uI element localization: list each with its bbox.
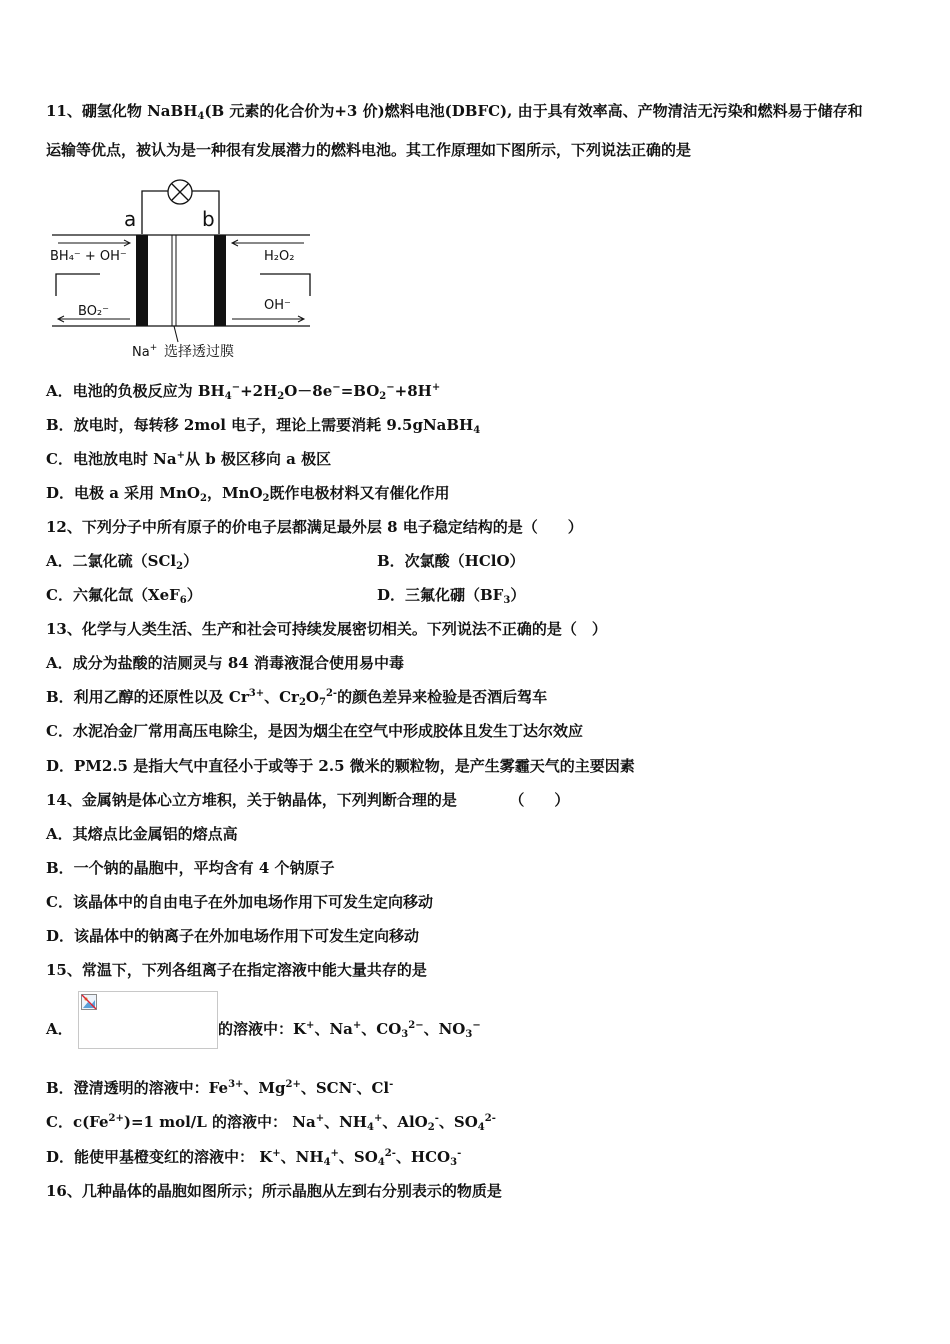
text: 、SO	[338, 1148, 378, 1166]
text: O	[305, 688, 319, 706]
superscript: -	[389, 1079, 394, 1090]
text: )=1 mol/L 的溶液中： Na	[123, 1113, 316, 1131]
broken-image	[78, 991, 218, 1049]
text: 11、硼氢化物 NaBH	[46, 102, 198, 120]
q13-option-d: D．PM2.5 是指大气中直径小于或等于 2.5 微米的颗粒物，是产生雾霾天气的主要因素	[46, 757, 635, 775]
superscript: 2-	[325, 688, 338, 699]
superscript: 2-	[484, 1113, 496, 1124]
electrode-b	[214, 235, 226, 326]
q11-option-d	[46, 482, 450, 504]
q13-option-b	[46, 686, 547, 708]
q13-option-c: C．水泥冶金厂常用高压电除尘，是因为烟尘在空气中形成胶体且发生丁达尔效应	[46, 722, 583, 740]
electrode-a-label: a	[124, 207, 137, 231]
subscript: 4	[224, 391, 232, 402]
text: ）	[510, 586, 526, 604]
q11-option-c	[46, 448, 331, 470]
superscript: 2−	[408, 1020, 424, 1031]
text: D．三氟化硼（BF	[377, 586, 504, 604]
text: 、NO	[423, 1020, 466, 1038]
q12-option-a	[46, 550, 198, 572]
q12-option-d	[377, 584, 525, 606]
subscript: 2	[427, 1122, 435, 1133]
right-outlet-label: OH⁻	[264, 298, 291, 313]
subscript: 4	[473, 425, 481, 436]
electrode-a	[136, 235, 148, 326]
subscript: 2	[176, 561, 184, 572]
text: B．次氯酸（HClO）	[377, 552, 525, 570]
q15-stem: 15、常温下，下列各组离子在指定溶液中能大量共存的是	[46, 961, 427, 979]
text: +2H	[240, 382, 278, 400]
q11-option-a	[46, 380, 440, 402]
membrane-pointer	[174, 326, 178, 342]
text: C．电池放电时 Na	[46, 450, 177, 468]
superscript: +	[176, 450, 185, 461]
text: 、SO	[438, 1113, 478, 1131]
superscript: -	[457, 1148, 462, 1159]
superscript: +	[352, 1020, 362, 1031]
q14-option-d: D．该晶体中的钠离子在外加电场作用下可发生定向移动	[46, 927, 420, 945]
text: A．二氯化硫（SCl	[46, 552, 177, 570]
text: D．电极 a 采用 MnO	[46, 484, 200, 502]
text: 、CO	[361, 1020, 402, 1038]
superscript: −	[332, 382, 341, 393]
q13-stem: 13、化学与人类生活、生产和社会可持续发展密切相关。下列说法不正确的是（ ）	[46, 620, 607, 638]
text: 、Cl	[356, 1079, 390, 1097]
superscript: 3+	[228, 1079, 244, 1090]
subscript: 4	[323, 1157, 331, 1168]
text: 既作电极材料又有催化作用	[269, 484, 450, 502]
text: +8H	[394, 382, 432, 400]
electrode-b-label: b	[202, 207, 215, 231]
text: C．六氟化氙（XeF	[46, 586, 180, 604]
q14-stem: 14、金属钠是体心立方堆积，关于钠晶体，下列判断合理的是 （ ）	[46, 791, 570, 809]
q15-option-a	[218, 1018, 481, 1040]
broken-image-icon	[81, 994, 97, 1010]
subscript: 2	[262, 493, 270, 504]
superscript: −	[472, 1020, 481, 1031]
subscript: 2	[298, 697, 306, 708]
subscript: 4	[477, 1122, 485, 1133]
right-inlet-label: H₂O₂	[264, 249, 295, 264]
subscript: 4	[197, 111, 205, 122]
q12-option-b	[377, 550, 525, 572]
right-outlet-wall	[260, 274, 310, 296]
text: B．利用乙醇的还原性以及 Cr	[46, 688, 249, 706]
superscript: -	[352, 1079, 357, 1090]
text: 、Cr	[264, 688, 299, 706]
text: ，MnO	[206, 484, 263, 502]
text: ）	[183, 552, 199, 570]
subscript: 2	[379, 391, 387, 402]
text: 的溶液中：K	[218, 1020, 307, 1038]
subscript: 3	[450, 1157, 458, 1168]
superscript: −	[386, 382, 395, 393]
left-outlet-wall	[56, 274, 100, 296]
superscript: +	[330, 1148, 339, 1159]
fuel-cell-diagram	[48, 178, 318, 364]
membrane-ion	[132, 343, 157, 360]
text: (B 元素的化合价为+3 价)燃料电池(DBFC), 由于具有效率高、产物清洁无污染和燃料易于储存和	[204, 102, 863, 120]
text: 、NH	[280, 1148, 324, 1166]
text: =BO	[340, 382, 380, 400]
text: B．放电时，每转移 2mol 电子，理论上需要消耗 9.5gNaBH	[46, 416, 474, 434]
text: 的颜色差异来检验是否酒后驾车	[337, 688, 548, 706]
left-outlet-label: BO₂⁻	[78, 304, 109, 319]
q14-option-a: A．其熔点比金属铝的熔点高	[46, 825, 238, 843]
ion-charge: +	[149, 343, 158, 353]
superscript: -	[434, 1113, 439, 1124]
ion-text: Na	[132, 345, 150, 360]
q15-option-d	[46, 1146, 461, 1168]
q16-stem: 16、几种晶体的晶胞如图所示；所示晶胞从左到右分别表示的物质是	[46, 1182, 502, 1200]
text: C．c(Fe	[46, 1113, 109, 1131]
q14-option-c: C．该晶体中的自由电子在外加电场作用下可发生定向移动	[46, 893, 433, 911]
left-inlet-label: BH₄⁻ + OH⁻	[50, 249, 127, 264]
membrane-label: 选择透过膜	[164, 344, 234, 360]
superscript: +	[431, 382, 441, 393]
superscript: 2+	[285, 1079, 301, 1090]
superscript: −	[231, 382, 241, 393]
text: 、AlO	[382, 1113, 428, 1131]
text: D．能使甲基橙变红的溶液中： K	[46, 1148, 273, 1166]
subscript: 3	[465, 1029, 473, 1040]
text: O－8e	[284, 382, 333, 400]
superscript: 2+	[108, 1113, 124, 1124]
q15-option-b	[46, 1077, 393, 1099]
subscript: 3	[401, 1029, 409, 1040]
subscript: 2	[199, 493, 207, 504]
text: 、Na	[314, 1020, 353, 1038]
superscript: 3+	[248, 688, 265, 699]
text: ）	[186, 586, 202, 604]
q15-option-a-label: A．	[46, 1020, 73, 1038]
subscript: 3	[503, 595, 511, 606]
q11-stem-line1	[46, 100, 863, 122]
text: B．澄清透明的溶液中：Fe	[46, 1079, 229, 1097]
q15-option-c	[46, 1111, 496, 1133]
q12-option-c	[46, 584, 202, 606]
text: 、SCN	[300, 1079, 353, 1097]
q11-stem-line2: 运输等优点，被认为是一种很有发展潜力的燃料电池。其工作原理如下图所示，下列说法正确的是	[46, 141, 692, 159]
subscript: 7	[318, 697, 326, 708]
superscript: 2-	[384, 1148, 396, 1159]
text: 、Mg	[243, 1079, 286, 1097]
superscript: +	[315, 1113, 325, 1124]
superscript: +	[306, 1020, 315, 1031]
text: 从 b 极区移向 a 极区	[184, 450, 332, 468]
text: 、HCO	[395, 1148, 451, 1166]
superscript: +	[373, 1113, 383, 1124]
superscript: +	[272, 1148, 281, 1159]
q11-option-b	[46, 414, 480, 436]
q12-stem: 12、下列分子中所有原子的价电子层都满足最外层 8 电子稳定结构的是（ ）	[46, 518, 583, 536]
text: 、NH	[324, 1113, 367, 1131]
subscript: 2	[277, 391, 285, 402]
q13-option-a: A．成分为盐酸的洁厕灵与 84 消毒液混合使用易中毒	[46, 654, 404, 672]
q14-option-b: B．一个钠的晶胞中，平均含有 4 个钠原子	[46, 859, 335, 877]
subscript: 6	[179, 595, 187, 606]
text: A．电池的负极反应为 BH	[46, 382, 225, 400]
subscript: 4	[366, 1122, 374, 1133]
subscript: 4	[377, 1157, 385, 1168]
